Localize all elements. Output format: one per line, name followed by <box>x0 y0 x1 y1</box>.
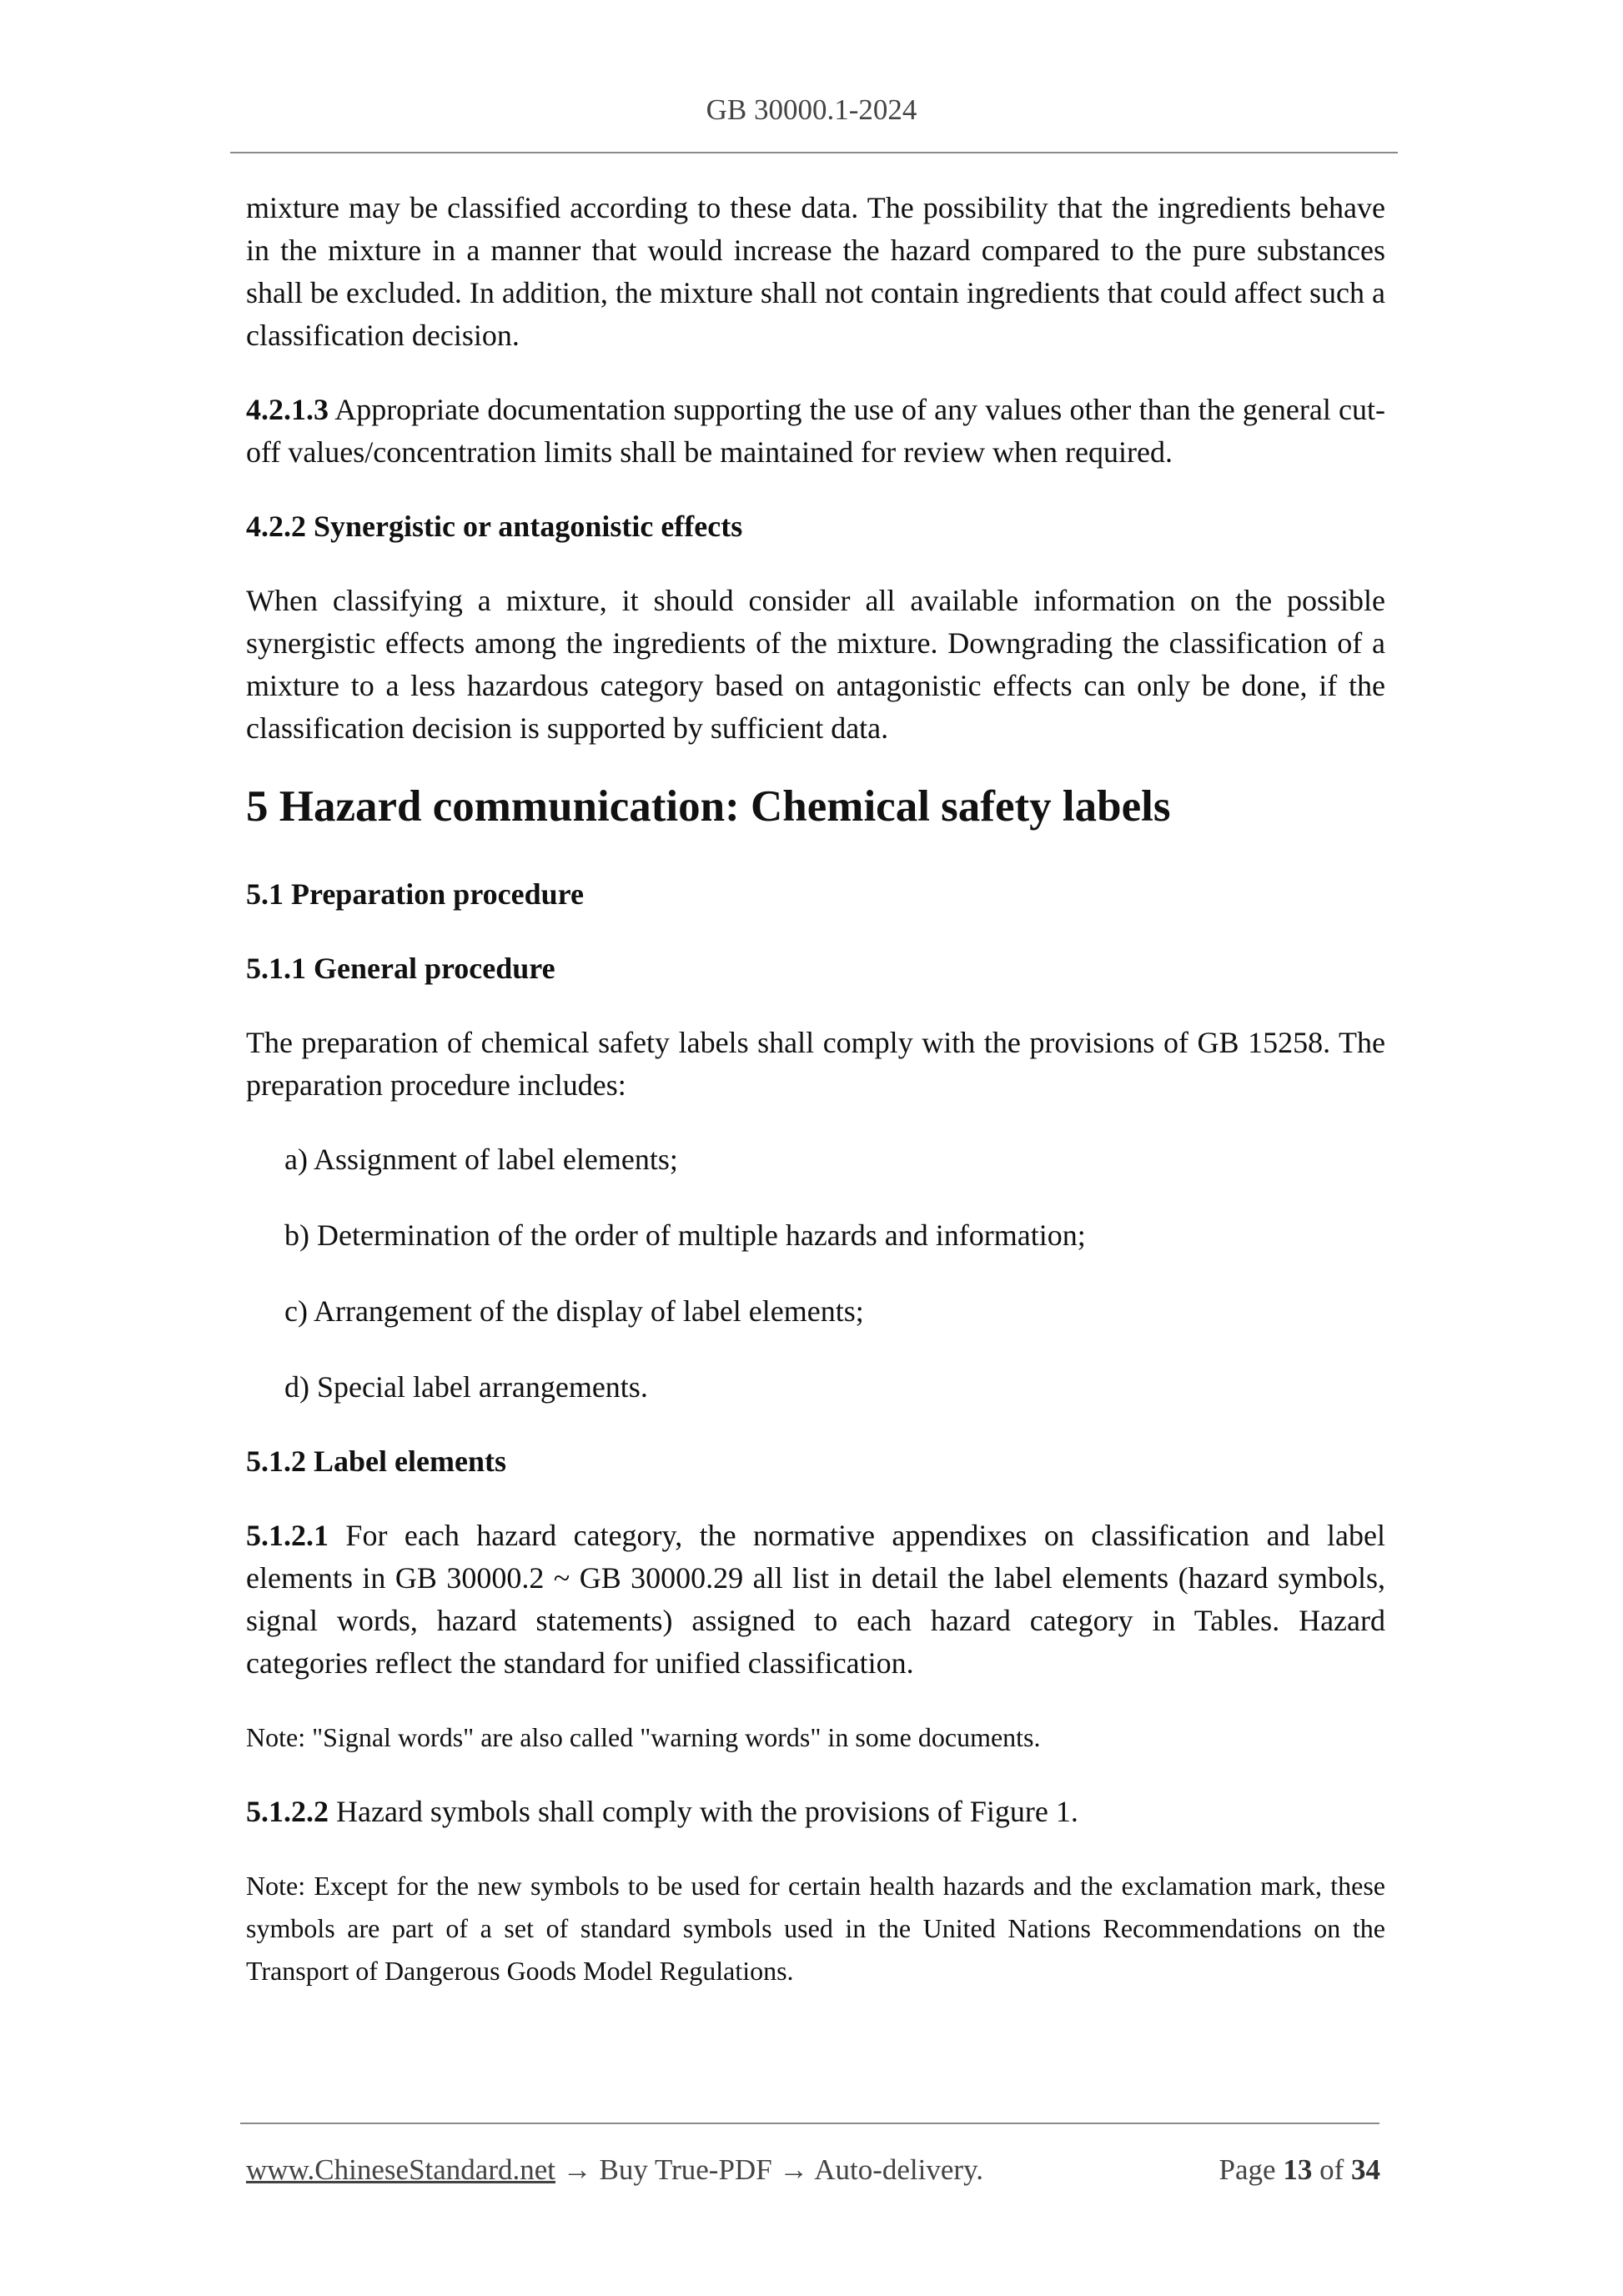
header-divider <box>230 152 1398 153</box>
buy-text: Buy True-PDF <box>591 2153 780 2186</box>
heading-5-1: 5.1 Preparation procedure <box>246 877 584 911</box>
heading-5-1-1: 5.1.1 General procedure <box>246 952 555 985</box>
arrow-right-icon: → <box>779 2153 809 2186</box>
arrow-right-icon: → <box>562 2153 592 2186</box>
note-hazard-symbols: Note: Except for the new symbols to be used for certain health hazards and the exclamation mark, these symbols are part of a set of standard symbols used in the United Nations Recommendations on the Transport of Dangerous Goods Model Regulations. <box>246 1871 1385 1986</box>
page-number: Page 13 of 34 <box>1219 2153 1380 2186</box>
list-item: d) Special label arrangements. <box>284 1370 648 1404</box>
footer-divider <box>240 2123 1379 2124</box>
clause-text: For each hazard category, the normative appendixes on classification and label elements in GB 30000.2 ~ GB 30000.29 all list in detail the label elements (hazard symbols, signal words, hazard statements) assigned to each hazard category in Tables. Hazard categories reflect the standard for unified classification. <box>246 1519 1385 1680</box>
heading-4-2-2: 4.2.2 Synergistic or antagonistic effects <box>246 510 743 543</box>
delivery-text: Auto-delivery. <box>808 2153 984 2186</box>
running-header: GB 30000.1-2024 <box>706 93 917 126</box>
clause-number: 4.2.1.3 <box>246 393 329 426</box>
site-link[interactable]: www.ChineseStandard.net <box>246 2153 555 2186</box>
clause-text: Hazard symbols shall comply with the provisions of Figure 1. <box>329 1795 1078 1828</box>
continuation-paragraph: mixture may be classified according to these data. The possibility that the ingredients behave in the mixture in a manner that would increase the hazard compared to the pure substances shall be excluded. In addition, the mixture shall not contain ingredients that could affect such a classification decision. <box>246 191 1385 352</box>
page-body <box>246 187 1385 1992</box>
page-footer <box>246 2153 1380 2187</box>
list-item: a) Assignment of label elements; <box>284 1143 678 1176</box>
clause-text: Appropriate documentation supporting the use of any values other than the general cut-off values/concentration limits shall be maintained for review when required. <box>246 393 1385 469</box>
heading-section-5: 5 Hazard communication: Chemical safety labels <box>246 782 1171 831</box>
clause-5-1-2-1 <box>246 1515 1385 1685</box>
clause-number: 5.1.2.1 <box>246 1519 329 1552</box>
footer-promo <box>246 2153 983 2187</box>
clause-number: 5.1.2.2 <box>246 1795 329 1828</box>
list-item: c) Arrangement of the display of label elements; <box>284 1294 864 1328</box>
current-page: 13 <box>1283 2153 1313 2186</box>
note-signal-words: Note: "Signal words" are also called "warning words" in some documents. <box>246 1722 1041 1752</box>
paragraph-5-1-1: The preparation of chemical safety labels shall comply with the provisions of GB 15258. The preparation procedure includes: <box>246 1026 1385 1102</box>
heading-5-1-2: 5.1.2 Label elements <box>246 1444 506 1478</box>
clause-4-2-1-3 <box>246 389 1385 474</box>
procedure-list <box>246 1138 1385 1409</box>
paragraph-4-2-2: When classifying a mixture, it should consider all available information on the possible synergistic effects among the ingredients of the mixture. Downgrading the classification of a mixture to a less hazardous category based on antagonistic effects can only be done, if the classification decision is supported by sufficient data. <box>246 584 1385 745</box>
list-item: b) Determination of the order of multiple hazards and information; <box>284 1218 1086 1252</box>
clause-5-1-2-2 <box>246 1791 1385 1833</box>
total-pages: 34 <box>1351 2153 1380 2186</box>
